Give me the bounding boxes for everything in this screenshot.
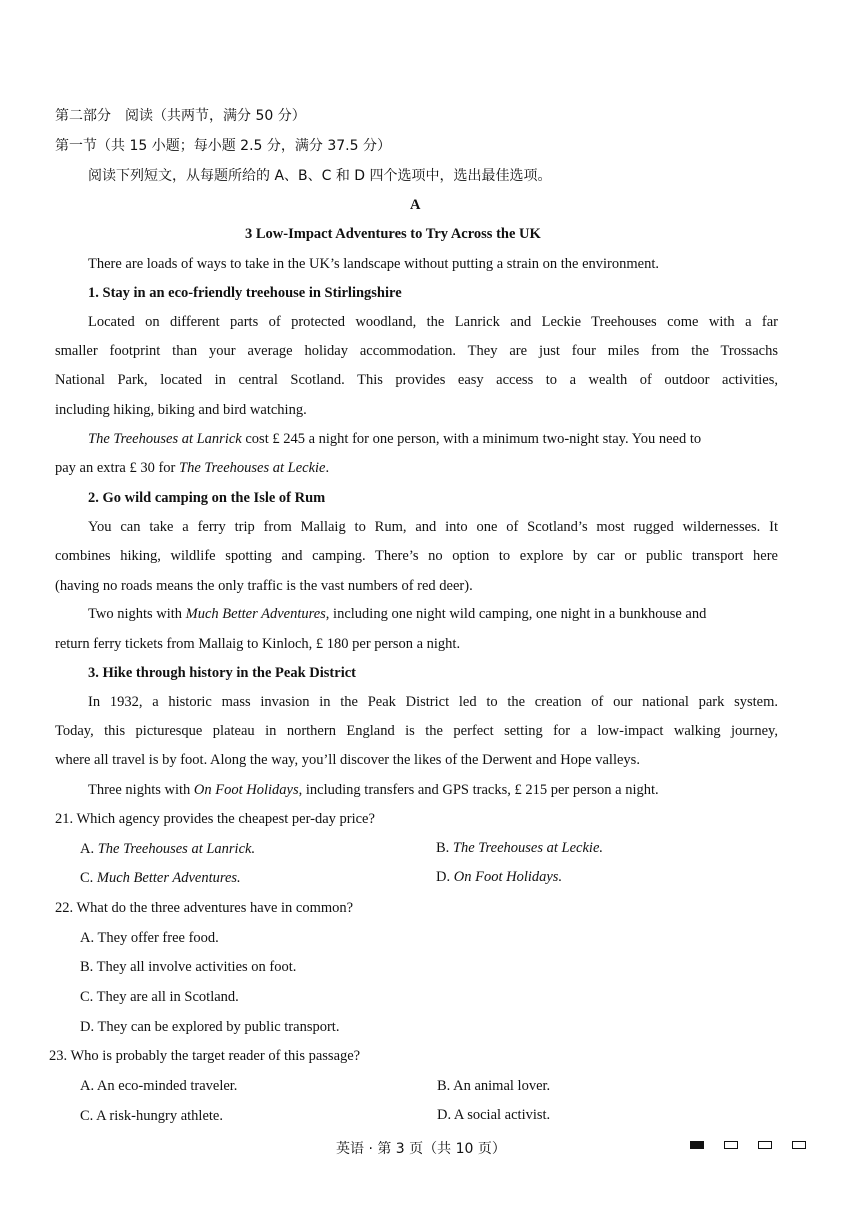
question-21-stem: 21. Which agency provides the cheapest per-day price?: [55, 811, 375, 827]
p2-line-3: (having no roads means the only traffic is the vast numbers of red deer).: [55, 578, 473, 594]
question-21-option-c[interactable]: C. Much Better Adventures.: [80, 870, 241, 886]
question-23-option-c[interactable]: C. A risk-hungry athlete.: [80, 1108, 223, 1124]
question-23-option-b[interactable]: B. An animal lover.: [437, 1078, 551, 1094]
p1-line-3: National Park, located in central Scotland. This provides easy access to a wealth of outdoor activities,: [55, 372, 778, 388]
p1-line-2: smaller footprint than your average holiday accommodation. They are just four miles from the Trossachs: [55, 343, 778, 359]
heading-1: 1. Stay in an eco-friendly treehouse in Stirlingshire: [88, 285, 402, 301]
page-marker-empty: [724, 1141, 738, 1149]
page-indicator: [690, 1141, 806, 1149]
page-footer: 英语 · 第 3 页（共 10 页）: [336, 1141, 506, 1157]
heading-3: 3. Hike through history in the Peak District: [88, 665, 356, 681]
question-22-option-d[interactable]: D. They can be explored by public transport.: [80, 1019, 340, 1035]
p3-line-1: In 1932, a historic mass invasion in the Peak District led to the creation of our national park system.: [88, 694, 778, 710]
question-22-option-b[interactable]: B. They all involve activities on foot.: [80, 959, 297, 975]
page-marker-empty: [792, 1141, 806, 1149]
page-marker-empty: [758, 1141, 772, 1149]
p3b-line-1: Three nights with On Foot Holidays, including transfers and GPS tracks, £ 215 per person a night.: [88, 782, 659, 798]
treehouse-lanrick-name: The Treehouses at Lanrick: [88, 431, 242, 447]
section-heading: 第一节（共 15 小题；每小题 2.5 分，满分 37.5 分）: [55, 138, 391, 154]
p3-line-2: Today, this picturesque plateau in northern England is the perfect setting for a low-impact walking journey,: [55, 723, 778, 739]
question-22-option-a[interactable]: A. They offer free food.: [80, 930, 219, 946]
p1b-line-1: The Treehouses at Lanrick cost £ 245 a night for one person, with a minimum two-night stay. You need to: [88, 431, 702, 447]
much-better-adventures-name: Much Better Adventures: [185, 606, 326, 622]
p2b-line-1: Two nights with Much Better Adventures, including one night wild camping, one night in a bunkhouse and: [88, 606, 707, 622]
p2-line-2: combines hiking, wildlife spotting and camping. There’s no option to explore by car or public transport here: [55, 548, 778, 564]
question-23-option-d[interactable]: D. A social activist.: [437, 1107, 551, 1123]
part-heading: 第二部分 阅读（共两节，满分 50 分）: [55, 108, 306, 124]
on-foot-holidays-name: On Foot Holidays: [193, 782, 299, 798]
question-22-option-c[interactable]: C. They are all in Scotland.: [80, 989, 239, 1005]
question-22-stem: 22. What do the three adventures have in common?: [55, 900, 354, 916]
question-23-option-a[interactable]: A. An eco-minded traveler.: [80, 1078, 238, 1094]
question-21-option-a[interactable]: A. The Treehouses at Lanrick.: [80, 841, 256, 857]
p2-line-1: You can take a ferry trip from Mallaig to Rum, and into one of Scotland’s most rugged wildernesses. It: [88, 519, 778, 535]
question-23-stem: 23. Who is probably the target reader of this passage?: [49, 1048, 361, 1064]
passage-title: 3 Low-Impact Adventures to Try Across the UK: [245, 226, 541, 242]
treehouse-leckie-name: The Treehouses at Leckie: [179, 460, 326, 476]
question-21-option-d[interactable]: D. On Foot Holidays.: [436, 869, 563, 885]
p1-line-1: Located on different parts of protected woodland, the Lanrick and Leckie Treehouses come with a far: [88, 314, 778, 330]
heading-2: 2. Go wild camping on the Isle of Rum: [88, 490, 326, 506]
passage-letter: A: [410, 197, 421, 213]
p1-line-4: including hiking, biking and bird watching.: [55, 402, 307, 418]
p2b-line-2: return ferry tickets from Mallaig to Kinloch, £ 180 per person a night.: [55, 636, 461, 652]
p3-line-3: where all travel is by foot. Along the way, you’ll discover the likes of the Derwent and Hope valleys.: [55, 752, 640, 768]
instruction: 阅读下列短文，从每题所给的 A、B、C 和 D 四个选项中，选出最佳选项。: [88, 168, 552, 184]
passage-intro: There are loads of ways to take in the UK’s landscape without putting a strain on the environment.: [88, 256, 659, 272]
question-21-option-b[interactable]: B. The Treehouses at Leckie.: [436, 840, 603, 856]
p1b-line-2: pay an extra £ 30 for The Treehouses at Leckie.: [55, 460, 330, 476]
page-marker-filled: [690, 1141, 704, 1149]
